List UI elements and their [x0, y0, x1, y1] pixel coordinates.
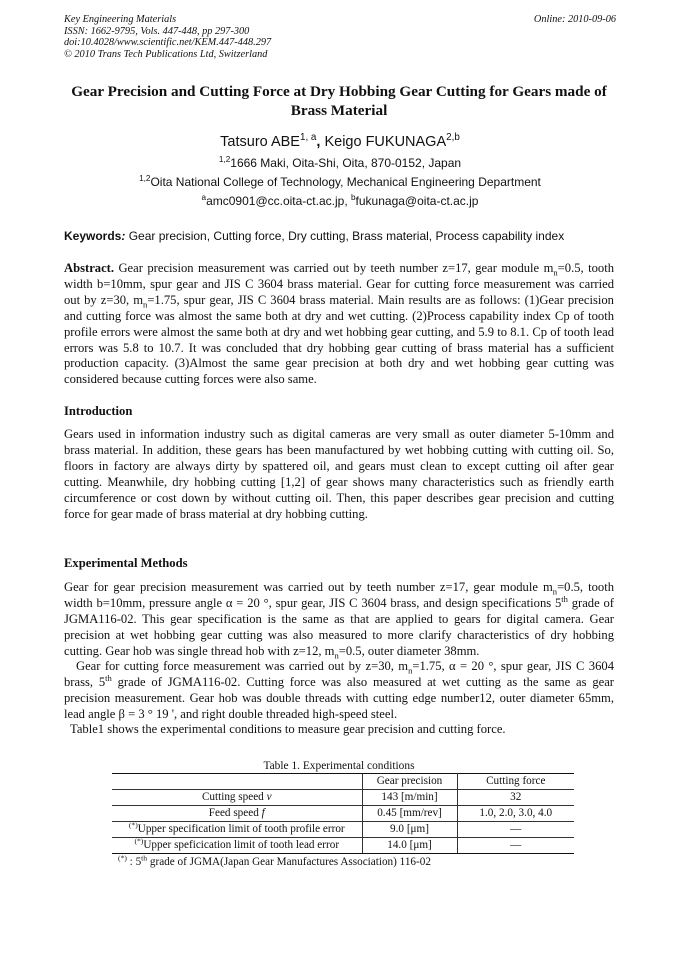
abstract [64, 261, 614, 388]
author-line [64, 133, 616, 151]
copyright-line: © 2010 Trans Tech Publications Ltd, Switzerland [64, 48, 268, 60]
online-date: Online: 2010-09-06 [533, 14, 616, 25]
journal-header [64, 14, 616, 60]
email-a[interactable]: amc0901@cc.oita-ct.ac.jp, [206, 194, 351, 208]
keywords [64, 229, 616, 244]
row-label [112, 790, 362, 806]
table-caption: Table 1. Experimental conditions [263, 760, 415, 772]
methods-p2-text-2: =1.75, α = 20 °, spur gear, JIS C 3604 brass, 5 [64, 659, 614, 689]
keywords-text: Gear precision, Cutting force, Dry cutting, Brass material, Process capability index [125, 229, 565, 243]
cell-precision: 14.0 [μm] [362, 838, 457, 854]
table-footnote [118, 853, 431, 868]
row-label-text: Upper speficication limit of tooth lead error [143, 839, 340, 851]
methods-p1-text-2: =0.5, tooth width b=10mm, pressure angle α = 20 °, spur gear, JIS C 3604 brass, and design specifications 5 [64, 580, 615, 610]
cell-precision: 143 [m/min] [362, 790, 457, 806]
row-label [112, 806, 362, 822]
methods-paragraph-1 [64, 580, 614, 660]
cell-force: — [457, 838, 574, 854]
introduction-heading: Introduction [64, 404, 133, 418]
journal-name: Key Engineering Materials [64, 14, 177, 25]
row-label-text: Upper specification limit of tooth profile error [137, 823, 345, 835]
paper-title: Gear Precision and Cutting Force at Dry Hobbing Gear Cutting for Gears made of Brass Material [71, 83, 607, 119]
issn-line: ISSN: 1662-9795, Vols. 447-448, pp 297-300 [64, 25, 250, 37]
cell-force: — [457, 822, 574, 838]
doi-line[interactable]: doi:10.4028/www.scientific.net/KEM.447-448.297 [64, 37, 272, 49]
row-label [112, 838, 362, 854]
methods-p1-sup: th [561, 593, 568, 604]
cell-force: 32 [457, 790, 574, 806]
row-label-text: Feed speed [208, 807, 262, 819]
email-a-sup: a [201, 193, 207, 202]
affiliation-2-text: Oita National College of Technology, Mechanical Engineering Department [150, 175, 541, 189]
abstract-text-2: =0.5, tooth width b=10mm, spur gear and JIS C 3604 brass material. Gear for cutting force measurement was carried out by z=30, m [64, 261, 614, 307]
row-label [112, 822, 362, 838]
footnote-mark: (*) [118, 853, 127, 863]
table-row [112, 838, 574, 854]
row-mark: (*) [128, 820, 138, 830]
table-row [112, 822, 574, 838]
methods-paragraph-3: Table1 shows the experimental conditions to measure gear precision and cutting force. [70, 722, 506, 736]
affiliation-institution [64, 175, 616, 190]
table-header-empty [112, 774, 362, 790]
row-symbol: f [261, 807, 265, 819]
experimental-conditions-table [112, 773, 574, 854]
row-mark: (*) [134, 836, 144, 846]
row-symbol: v [266, 791, 272, 803]
abstract-text-3: =1.75, spur gear, JIS C 3604 brass material. Main results are as follows: (1)Gear precision and cutting force was almost the same both at dry and wet cutting. (2)Process capability index Cp of tooth profile errors were almost the same both at dry and wet hobbing gear cutting, and 5.9 to 8.1. Cp of tooth lead errors was 5.8 to 10.7. It was concluded that dry hobbing gear cutting of brass material has a sufficient production capacity. (3)Almost the same gear precision at both dry and wet hobbing gear cutting was considered because cutting forces were also same. [64, 292, 614, 387]
abstract-sub-2: n [143, 299, 148, 310]
col-gear-precision: Gear precision [362, 774, 457, 790]
affiliation-address [64, 156, 616, 171]
keywords-label: Keywords [64, 229, 122, 243]
footnote-text-1: : 5 [126, 856, 142, 868]
methods-p1-sub-1: n [552, 586, 558, 597]
table-row [112, 790, 574, 806]
cell-force: 1.0, 2.0, 3.0, 4.0 [457, 806, 574, 822]
abstract-text-1: Gear precision measurement was carried out by teeth number z=17, gear module m [114, 261, 554, 275]
affiliation-1-text: 1666 Maki, Oita-Shi, Oita, 870-0152, Japan [230, 156, 462, 170]
col-cutting-force: Cutting force [457, 774, 574, 790]
methods-heading: Experimental Methods [64, 556, 188, 570]
email-b[interactable]: fukunaga@oita-ct.ac.jp [355, 194, 479, 208]
author-separator: , [316, 134, 325, 150]
keywords-colon: : [121, 229, 126, 243]
cell-precision: 0.45 [mm/rev] [362, 806, 457, 822]
row-label-text: Cutting speed [201, 791, 267, 803]
methods-p2-sub-1: n [408, 665, 413, 676]
methods-p1-text-4: =0.5, outer diameter 38mm. [338, 643, 480, 658]
author-2-name: Keigo FUKUNAGA [324, 134, 447, 150]
methods-p2-text-3: grade of JGMA116-02. Cutting force was also measured at wet cutting as the same as gear precision measurement. Gear hob was double threads with cutting edge number12, outer diameter 65mm, lead angle β = 3 ° 19 ', and right double threaded high-speed steel. [64, 674, 614, 721]
footnote-text-2: grade of JGMA(Japan Gear Manufactures Association) 116-02 [147, 856, 431, 868]
methods-p1-text-1: Gear for gear precision measurement was carried out by teeth number z=17, gear module m [64, 580, 553, 594]
methods-p2-text-1: Gear for cutting force measurement was carried out by z=30, m [76, 659, 409, 673]
cell-precision: 9.0 [μm] [362, 822, 457, 838]
author-1-name: Tatsuro ABE [220, 134, 300, 150]
email-b-sup: b [351, 193, 356, 202]
methods-p1-sub-2: n [334, 650, 339, 661]
footnote-sup: th [141, 853, 148, 863]
author-2-sup: 2,b [446, 132, 460, 144]
table-header-row [112, 774, 574, 790]
abstract-sub-1: n [553, 267, 558, 278]
methods-paragraph-2 [64, 659, 614, 723]
affiliation-2-sup: 1,2 [139, 174, 151, 183]
methods-p1-text-3: grade of JGMA116-02. This gear specification is the same as that are applied to gears for digital camera. Gear precision at wet hobbing gear cutting was also measured to more clarify characteristics of dry hobbing cutting. Gear hob was single thread hob with z=12, m [64, 595, 614, 658]
affiliation-1-sup: 1,2 [218, 155, 231, 164]
methods-p2-sup: th [105, 672, 112, 683]
author-1-sup: 1, a [299, 132, 317, 144]
introduction-text: Gears used in information industry such as digital cameras are very small as outer diameter 5-10mm and brass material. In addition, these gears has been manufactured by wet hobbing cutting with cutting oil. So, floors in factory are always dirty by spattered oil, and gears must clean to except cutting oil after gear cutting. Meanwhile, dry hobbing cutting [1,2] of gear shows many characteristics such as friendly earth circumference or cost down by without cutting oil. Then, this paper describes gear precision and cutting force for gear made of brass material at dry hobbing cutting. [64, 427, 614, 521]
table-row [112, 806, 574, 822]
abstract-label: Abstract. [64, 261, 115, 275]
email-line [64, 194, 616, 209]
